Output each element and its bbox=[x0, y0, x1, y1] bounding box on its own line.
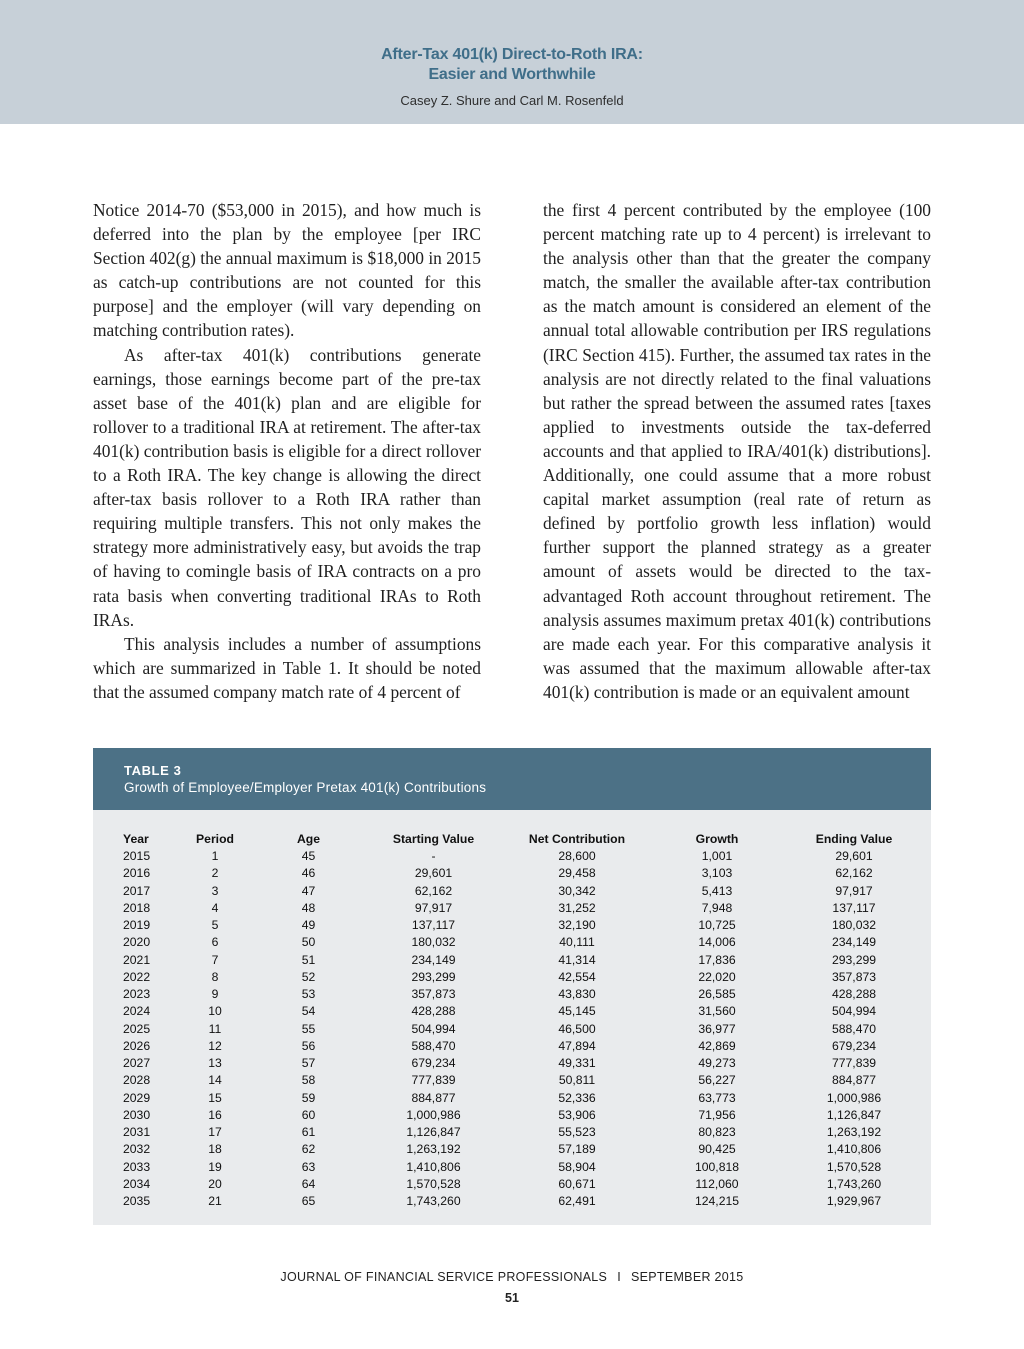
cell-starting-value: 679,234 bbox=[411, 1056, 456, 1070]
cell-period: 11 bbox=[208, 1021, 222, 1036]
column-header-year: Year bbox=[123, 832, 149, 846]
cell-ending-value: 1,410,806 bbox=[826, 1142, 882, 1157]
cell-growth: 7,948 bbox=[701, 900, 733, 915]
table-header-row bbox=[107, 830, 917, 848]
issue-date: SEPTEMBER 2015 bbox=[630, 1270, 744, 1284]
cell-period: 5 bbox=[211, 918, 219, 932]
cell-period: 3 bbox=[211, 883, 219, 898]
cell-starting-value: 29,601 bbox=[414, 866, 453, 881]
table-row bbox=[107, 865, 917, 882]
cell-net-contribution: 40,111 bbox=[559, 935, 595, 950]
page-header-band bbox=[0, 0, 1024, 124]
column-header-starting-value: Starting Value bbox=[392, 832, 475, 846]
table-row bbox=[107, 1141, 917, 1158]
cell-age: 49 bbox=[301, 918, 316, 932]
table-row bbox=[107, 1021, 917, 1038]
cell-age: 45 bbox=[301, 849, 316, 863]
cell-period: 14 bbox=[208, 1073, 222, 1088]
cell-net-contribution: 47,894 bbox=[558, 1038, 596, 1053]
table-row bbox=[107, 1090, 917, 1107]
column-header-age: Age bbox=[296, 832, 321, 846]
cell-net-contribution: 60,671 bbox=[558, 1176, 596, 1191]
cell-age: 46 bbox=[301, 866, 316, 881]
article-title-line-2: Easier and Worthwhile bbox=[428, 66, 596, 83]
table-row bbox=[107, 1107, 917, 1124]
table-row bbox=[107, 848, 917, 865]
cell-net-contribution: 28,600 bbox=[558, 849, 596, 863]
cell-ending-value: 777,839 bbox=[831, 1056, 877, 1070]
cell-net-contribution: 43,830 bbox=[558, 987, 596, 1001]
cell-starting-value: 180,032 bbox=[411, 935, 456, 950]
cell-year: 2019 bbox=[123, 918, 151, 932]
cell-year: 2031 bbox=[123, 1125, 151, 1139]
column-header-growth: Growth bbox=[695, 832, 739, 846]
cell-net-contribution: 29,458 bbox=[558, 866, 596, 881]
cell-year: 2029 bbox=[123, 1090, 151, 1105]
cell-age: 55 bbox=[301, 1021, 316, 1036]
table-body bbox=[107, 848, 917, 1210]
cell-year: 2022 bbox=[123, 969, 151, 984]
cell-year: 2027 bbox=[123, 1056, 151, 1070]
cell-year: 2015 bbox=[123, 849, 151, 863]
cell-year: 2025 bbox=[123, 1021, 151, 1036]
cell-age: 59 bbox=[301, 1090, 316, 1105]
table-row bbox=[107, 1193, 917, 1210]
cell-age: 48 bbox=[301, 900, 316, 915]
cell-starting-value: 588,470 bbox=[411, 1038, 456, 1053]
cell-period: 7 bbox=[211, 952, 219, 967]
cell-age: 63 bbox=[301, 1159, 316, 1174]
cell-growth: 31,560 bbox=[698, 1004, 736, 1019]
data-table bbox=[107, 830, 917, 1210]
table-row bbox=[107, 900, 917, 917]
cell-year: 2032 bbox=[123, 1142, 151, 1157]
cell-growth: 17,836 bbox=[698, 952, 736, 967]
cell-growth: 5,413 bbox=[701, 883, 733, 898]
cell-starting-value: - bbox=[431, 849, 436, 863]
cell-starting-value: 1,263,192 bbox=[406, 1142, 461, 1157]
column-header-period: Period bbox=[196, 832, 234, 846]
table-row bbox=[107, 952, 917, 969]
body-column-right bbox=[543, 198, 931, 704]
paragraph: the first 4 percent contributed by the employee (100 percent matching rate up to 4 percent) is irrelevant to the analysis other than that the greater the company match, the smaller the available after-tax contribution as the match amount is considered an element of the annual total allowable contribution per IRS regulations (IRC Section 415). Further, the assumed tax rates in the analysis are not directly related to the final valuations but rather the spread between the assumed rates [taxes applied to investments outside the tax-deferred accounts and that applied to IRA/401(k) distributions]. Additionally, one could assume that a more robust capital market assumption (real rate of return as defined by portfolio growth less inflation) would further support the planned strategy as a greater amount of assets would be directed to the tax-advantaged Roth account throughout retirement. The analysis assumes maximum pretax 401(k) contributions are made each year. For this comparative analysis it was assumed that the maximum allowable after-tax 401(k) contribution is made or an equivalent amount bbox=[543, 200, 931, 702]
cell-growth: 80,823 bbox=[698, 1125, 736, 1139]
cell-growth: 22,020 bbox=[698, 969, 736, 984]
table-header-band bbox=[93, 748, 931, 810]
cell-age: 54 bbox=[301, 1004, 316, 1019]
cell-year: 2034 bbox=[123, 1176, 151, 1191]
cell-ending-value: 504,994 bbox=[831, 1004, 877, 1019]
table-row bbox=[107, 1055, 917, 1072]
article-title-line-1: After-Tax 401(k) Direct-to-Roth IRA: bbox=[381, 46, 643, 63]
cell-age: 47 bbox=[301, 883, 316, 898]
cell-age: 61 bbox=[301, 1125, 316, 1139]
cell-ending-value: 588,470 bbox=[831, 1021, 877, 1036]
cell-starting-value: 293,299 bbox=[411, 969, 456, 984]
table-row bbox=[107, 1159, 917, 1176]
cell-ending-value: 1,263,192 bbox=[826, 1125, 882, 1139]
cell-ending-value: 679,234 bbox=[831, 1038, 877, 1053]
cell-period: 1 bbox=[211, 849, 219, 863]
cell-net-contribution: 45,145 bbox=[558, 1004, 596, 1019]
cell-growth: 36,977 bbox=[698, 1021, 736, 1036]
cell-ending-value: 62,162 bbox=[835, 866, 873, 881]
cell-year: 2033 bbox=[123, 1159, 151, 1174]
cell-period: 6 bbox=[211, 935, 219, 950]
cell-ending-value: 1,743,260 bbox=[826, 1176, 882, 1191]
cell-starting-value: 137,117 bbox=[411, 918, 456, 932]
article-authors: Casey Z. Shure and Carl M. Rosenfeld bbox=[400, 93, 624, 108]
cell-net-contribution: 49,331 bbox=[558, 1056, 596, 1070]
cell-period: 9 bbox=[211, 987, 219, 1001]
cell-starting-value: 62,162 bbox=[414, 883, 453, 898]
cell-starting-value: 1,410,806 bbox=[406, 1159, 461, 1174]
cell-starting-value: 884,877 bbox=[411, 1090, 456, 1105]
table-row bbox=[107, 1003, 917, 1020]
cell-year: 2035 bbox=[123, 1194, 151, 1208]
cell-growth: 63,773 bbox=[698, 1090, 736, 1105]
cell-age: 60 bbox=[301, 1107, 316, 1122]
cell-starting-value: 234,149 bbox=[411, 952, 456, 967]
cell-age: 53 bbox=[301, 987, 316, 1001]
cell-growth: 56,227 bbox=[698, 1073, 736, 1088]
cell-starting-value: 428,288 bbox=[411, 1004, 456, 1019]
journal-name: JOURNAL OF FINANCIAL SERVICE PROFESSIONALS bbox=[280, 1270, 608, 1284]
cell-growth: 49,273 bbox=[698, 1056, 736, 1070]
cell-age: 50 bbox=[301, 935, 316, 950]
cell-age: 64 bbox=[301, 1176, 316, 1191]
cell-growth: 71,956 bbox=[698, 1107, 736, 1122]
cell-net-contribution: 55,523 bbox=[558, 1125, 596, 1139]
cell-period: 4 bbox=[211, 900, 219, 915]
cell-net-contribution: 30,342 bbox=[558, 883, 596, 898]
table-row bbox=[107, 1072, 917, 1089]
cell-growth: 90,425 bbox=[698, 1142, 736, 1157]
cell-ending-value: 428,288 bbox=[831, 987, 877, 1001]
cell-starting-value: 1,000,986 bbox=[406, 1107, 461, 1122]
cell-net-contribution: 32,190 bbox=[558, 918, 596, 932]
cell-net-contribution: 58,904 bbox=[558, 1159, 596, 1174]
table-row bbox=[107, 934, 917, 951]
table-label: TABLE 3 bbox=[124, 763, 182, 778]
cell-period: 19 bbox=[208, 1159, 222, 1174]
cell-period: 13 bbox=[208, 1056, 222, 1070]
cell-period: 20 bbox=[208, 1176, 222, 1191]
cell-net-contribution: 52,336 bbox=[558, 1090, 596, 1105]
cell-age: 65 bbox=[301, 1194, 316, 1208]
cell-net-contribution: 42,554 bbox=[558, 969, 596, 984]
cell-net-contribution: 57,189 bbox=[558, 1142, 596, 1157]
cell-age: 62 bbox=[301, 1142, 316, 1157]
cell-net-contribution: 62,491 bbox=[558, 1194, 596, 1208]
cell-year: 2018 bbox=[123, 900, 151, 915]
footer-journal-line bbox=[0, 1270, 1024, 1284]
cell-year: 2026 bbox=[123, 1038, 151, 1053]
cell-year: 2017 bbox=[123, 883, 151, 898]
cell-growth: 1,001 bbox=[701, 849, 733, 863]
cell-ending-value: 29,601 bbox=[835, 849, 873, 863]
cell-period: 18 bbox=[208, 1142, 222, 1157]
cell-ending-value: 1,000,986 bbox=[826, 1090, 882, 1105]
cell-ending-value: 234,149 bbox=[831, 935, 877, 950]
cell-year: 2016 bbox=[123, 866, 151, 881]
cell-age: 52 bbox=[301, 969, 316, 984]
paragraph: This analysis includes a number of assumptions which are summarized in Table 1. It should be noted that the assumed company match rate of 4 percent of bbox=[93, 633, 481, 702]
cell-ending-value: 180,032 bbox=[831, 918, 877, 932]
column-header-net-contribution: Net Contribution bbox=[528, 832, 626, 846]
table-row bbox=[107, 917, 917, 934]
cell-age: 57 bbox=[301, 1056, 316, 1070]
cell-growth: 112,060 bbox=[695, 1176, 739, 1191]
column-header-ending-value: Ending Value bbox=[815, 832, 893, 846]
table-row bbox=[107, 986, 917, 1003]
paragraph: As after-tax 401(k) contributions generate earnings, those earnings become part of the pre-tax asset base of the 401(k) plan and are eligible for rollover to a traditional IRA at retirement. The after-tax 401(k) contribution basis is eligible for a direct rollover to a Roth IRA. The key change is allowing the direct after-tax basis rollover to a Roth IRA rather than requiring multiple transfers. This not only makes the strategy more administratively easy, but avoids the trap of having to comingle basis of IRA contracts on a pro rata basis when converting traditional IRAs to Roth IRAs. bbox=[93, 344, 481, 630]
cell-starting-value: 504,994 bbox=[411, 1021, 456, 1036]
table-caption: Growth of Employee/Employer Pretax 401(k) Contributions bbox=[124, 780, 487, 795]
cell-growth: 10,725 bbox=[698, 918, 736, 932]
cell-starting-value: 777,839 bbox=[411, 1073, 456, 1088]
cell-net-contribution: 53,906 bbox=[558, 1107, 596, 1122]
cell-period: 2 bbox=[211, 866, 219, 881]
cell-year: 2030 bbox=[123, 1107, 151, 1122]
table-row bbox=[107, 1038, 917, 1055]
cell-ending-value: 884,877 bbox=[831, 1073, 877, 1088]
cell-growth: 26,585 bbox=[698, 987, 736, 1001]
cell-net-contribution: 41,314 bbox=[558, 952, 596, 967]
cell-age: 56 bbox=[301, 1038, 316, 1053]
cell-ending-value: 293,299 bbox=[831, 952, 877, 967]
cell-net-contribution: 31,252 bbox=[558, 900, 596, 915]
cell-net-contribution: 46,500 bbox=[558, 1021, 596, 1036]
cell-period: 17 bbox=[208, 1125, 222, 1139]
cell-ending-value: 357,873 bbox=[831, 969, 877, 984]
table-row bbox=[107, 1176, 917, 1193]
footer-separator: I bbox=[617, 1270, 621, 1284]
table-3 bbox=[93, 748, 931, 1225]
cell-period: 15 bbox=[208, 1090, 222, 1105]
cell-ending-value: 1,929,967 bbox=[826, 1194, 882, 1208]
cell-age: 51 bbox=[301, 952, 316, 967]
page-number: 51 bbox=[505, 1291, 519, 1305]
cell-ending-value: 1,126,847 bbox=[826, 1107, 882, 1122]
cell-starting-value: 357,873 bbox=[411, 987, 456, 1001]
table-row bbox=[107, 1124, 917, 1141]
cell-growth: 42,869 bbox=[698, 1038, 736, 1053]
cell-starting-value: 97,917 bbox=[414, 900, 453, 915]
cell-growth: 3,103 bbox=[701, 866, 733, 881]
cell-year: 2024 bbox=[123, 1004, 151, 1019]
cell-growth: 14,006 bbox=[698, 935, 736, 950]
cell-starting-value: 1,570,528 bbox=[406, 1176, 461, 1191]
cell-ending-value: 1,570,528 bbox=[826, 1159, 882, 1174]
cell-period: 8 bbox=[211, 969, 219, 984]
cell-period: 10 bbox=[208, 1004, 222, 1019]
cell-age: 58 bbox=[301, 1073, 316, 1088]
table-row bbox=[107, 969, 917, 986]
table-row bbox=[107, 883, 917, 900]
cell-year: 2020 bbox=[123, 935, 151, 950]
cell-period: 16 bbox=[208, 1107, 222, 1122]
cell-starting-value: 1,743,260 bbox=[406, 1194, 461, 1208]
cell-year: 2023 bbox=[123, 987, 151, 1001]
body-column-left bbox=[93, 198, 481, 704]
cell-growth: 124,215 bbox=[694, 1194, 740, 1208]
cell-ending-value: 97,917 bbox=[835, 883, 873, 898]
cell-period: 12 bbox=[208, 1038, 222, 1053]
cell-year: 2021 bbox=[123, 952, 151, 967]
cell-period: 21 bbox=[208, 1194, 222, 1208]
cell-net-contribution: 50,811 bbox=[558, 1073, 596, 1088]
cell-year: 2028 bbox=[123, 1073, 151, 1088]
cell-ending-value: 137,117 bbox=[832, 900, 876, 915]
cell-starting-value: 1,126,847 bbox=[406, 1125, 461, 1139]
cell-growth: 100,818 bbox=[694, 1159, 740, 1174]
paragraph: Notice 2014-70 ($53,000 in 2015), and how much is deferred into the plan by the employee [per IRC Section 402(g) the annual maximum is $18,000 in 2015 as catch-up contributions are not counted for this purpose] and the employer (will vary depending on matching contribution rates). bbox=[93, 200, 481, 341]
